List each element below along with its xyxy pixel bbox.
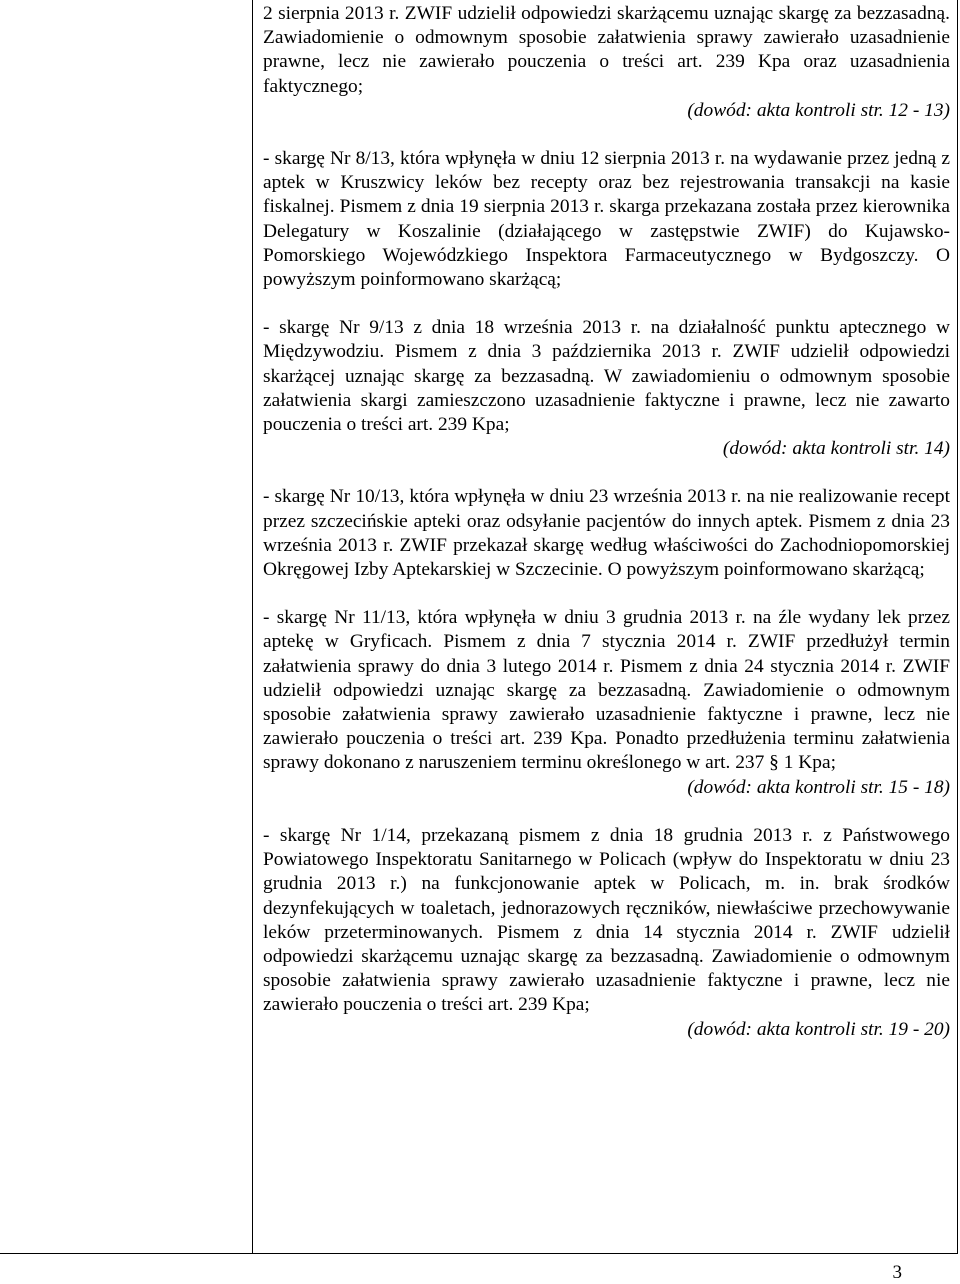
left-margin-rule (252, 0, 253, 1254)
document-body (263, 2, 950, 1042)
paragraph-complaint-8: - skargę Nr 8/13, która wpłynęła w dniu 12 sierpnia 2013 r. na wydawanie przez jedną z aptek w Kruszwicy leków bez recepty oraz bez rejestrowania transakcji na kasie fiskalnej. Pismem z dnia 19 sierpnia 2013 r. skarga przekazana została przez kierownika Delegatury w Koszalinie (działającego w zastępstwie ZWIF) do Kujawsko-Pomorskiego Wojewódzkiego Inspektora Farmaceutycznego w Bydgoszczy. O powyższym poinformowano skarżącą; (263, 148, 950, 291)
paragraph-complaint-9: - skargę Nr 9/13 z dnia 18 września 2013 r. na działalność punktu aptecznego w Międzywodziu. Pismem z dnia 3 października 2013 r. ZWIF udzielił odpowiedzi skarżącej uznając skargę za bezzasadną. W zawiadomieniu o odmownym sposobie załatwienia skargi zamieszczono uzasadnienie faktyczne i prawne, lecz nie zawarto pouczenia o treści art. 239 Kpa; (263, 317, 950, 436)
paragraph-complaint-7: 2 sierpnia 2013 r. ZWIF udzielił odpowiedzi skarżącemu uznając skargę za bezzasadną. Zawiadomienie o odmownym sposobie załatwienia sprawy zawierało uzasadnienie prawne, lecz nie zawierało pouczenia o treści art. 239 Kpa oraz uzasadnienia faktycznego; (263, 3, 950, 97)
evidence-note: (dowód: akta kontroli str. 12 - 13) (687, 99, 950, 121)
page-number: 3 (892, 1262, 902, 1283)
evidence-note: (dowód: akta kontroli str. 19 - 20) (687, 1018, 950, 1040)
paragraph-complaint-1-14: - skargę Nr 1/14, przekazaną pismem z dnia 18 grudnia 2013 r. z Państwowego Powiatowego Inspektoratu Sanitarnego w Policach (wpływ do Inspektoratu w dniu 23 grudnia 2013 r.) na funkcjonowanie aptek w Policach, m. in. brak środków dezynfekujących w toaletach, jednorazowych ręczników, niewłaściwe przechowywanie leków przeterminowanych. Pismem z dnia 14 stycznia 2014 r. ZWIF udzielił odpowiedzi skarżącemu uznając skargę za bezzasadną. Zawiadomienie o odmownym sposobie załatwienia sprawy zawierało uzasadnienie faktyczne i prawne, lecz nie zawierało pouczenia o treści art. 239 Kpa; (263, 824, 950, 1016)
paragraph-complaint-11: - skargę Nr 11/13, która wpłynęła w dniu 3 grudnia 2013 r. na źle wydany lek przez aptekę w Gryficach. Pismem z dnia 7 stycznia 2014 r. ZWIF przedłużył termin załatwienia sprawy do dnia 3 lutego 2014 r. Pismem z dnia 24 stycznia 2014 r. ZWIF udzielił odpowiedzi uznając skargę za bezzasadną. Zawiadomienie o odmownym sposobie załatwienia sprawy zawierało uzasadnienie faktyczne i prawne, lecz nie zawierało pouczenia o treści art. 239 Kpa. Ponadto przedłużenia terminu załatwienia sprawy dokonano z naruszeniem terminu określonego w art. 237 § 1 Kpa; (263, 607, 950, 774)
paragraph-complaint-10: - skargę Nr 10/13, która wpłynęła w dniu 23 września 2013 r. na nie realizowanie recept przez szczecińskie apteki oraz odsyłanie pacjentów do innych aptek. Pismem z dnia 23 września 2013 r. ZWIF przekazał skargę według właściwości do Zachodniopomorskiej Okręgowej Izby Aptekarskiej w Szczecinie. O powyższym poinformowano skarżącą; (263, 486, 950, 581)
evidence-note: (dowód: akta kontroli str. 14) (722, 438, 950, 460)
evidence-note: (dowód: akta kontroli str. 15 - 18) (687, 776, 950, 798)
